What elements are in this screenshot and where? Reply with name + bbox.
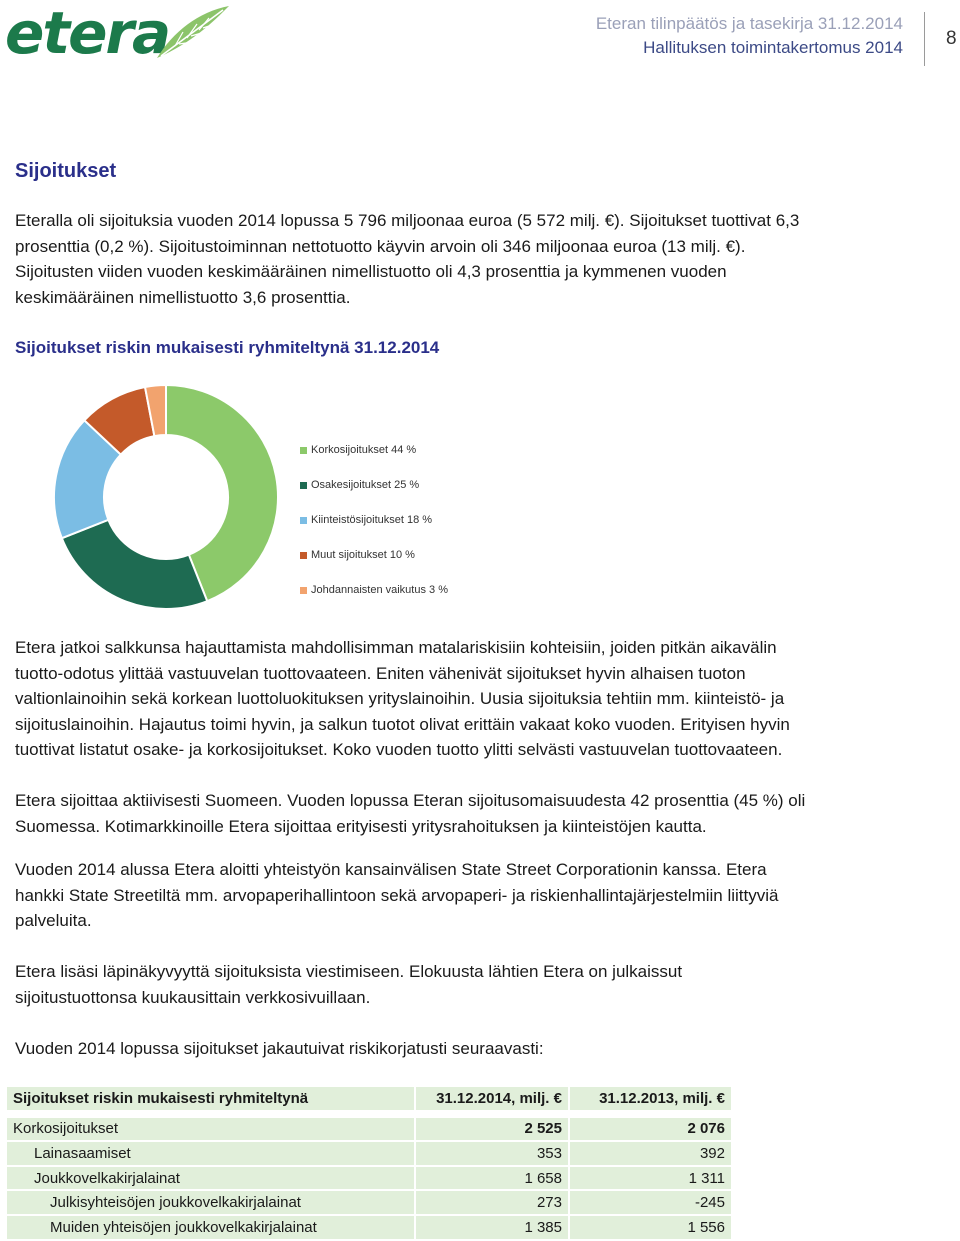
text-line: Etera lisäsi läpinäkyvyyttä sijoituksista viestimiseen. Elokuusta lähtien Etera on julkaissut bbox=[15, 962, 683, 981]
text-line: tuotto-odotus ylittää vastuuvelan tuottovaateen. Eniten vähenivät sijoitukset hyvin alhaisen tuoton bbox=[15, 663, 746, 683]
paragraph-investments-summary bbox=[15, 208, 935, 310]
cell-2014: 273 bbox=[416, 1191, 570, 1216]
donut-svg bbox=[40, 385, 290, 615]
legend-item bbox=[300, 549, 500, 565]
table-row bbox=[7, 1142, 733, 1167]
cell-2013: 1 311 bbox=[570, 1167, 733, 1192]
section-title: Sijoitukset bbox=[15, 160, 117, 182]
cell-2014: 353 bbox=[416, 1142, 570, 1167]
legend-label: Johdannaisten vaikutus 3 % bbox=[311, 584, 448, 596]
column-header: Sijoitukset riskin mukaisesti ryhmiteltynä bbox=[7, 1087, 416, 1112]
text-line: Etera jatkoi salkkunsa hajauttamista mahdollisimman matalariskisiin kohteisiin, joiden pitkän aikavälin bbox=[15, 638, 777, 657]
leaf-icon bbox=[153, 2, 231, 62]
text-line: prosenttia (0,2 %). Sijoitustoiminnan nettotuotto käyvin arvoin oli 346 miljoonaa euroa (13 milj. €). bbox=[15, 236, 746, 256]
text-line: valtionlainoihin sekä korkean luottoluokituksen yrityslainoihin. Uusia sijoituksia tehtiin mm. kiinteistö- ja bbox=[15, 689, 785, 708]
table-row bbox=[7, 1167, 733, 1192]
legend-swatch bbox=[300, 482, 307, 489]
row-label: Julkisyhteisöjen joukkovelkakirjalainat bbox=[7, 1191, 416, 1216]
cell-2014: 1 385 bbox=[416, 1216, 570, 1241]
paragraph-diversification bbox=[15, 635, 935, 763]
legend-item bbox=[300, 514, 500, 530]
legend-label: Kiinteistösijoitukset 18 % bbox=[311, 514, 433, 526]
chart-heading: Sijoitukset riskin mukaisesti ryhmiteltynä 31.12.2014 bbox=[15, 338, 440, 357]
row-label: Muiden yhteisöjen joukkovelkakirjalainat bbox=[7, 1216, 416, 1241]
text-line: sijoituslainoihin. Hajautus toimi hyvin, ja salkun tuotot olivat erittäin vakaat koko vuoden. Erityisen hyvin bbox=[15, 714, 790, 734]
donut-slice-2 bbox=[62, 520, 207, 609]
text-line: Suomessa. Kotimarkkinoille Etera sijoittaa erityisesti yritysrahoituksen ja kiinteistöjen kautta. bbox=[15, 816, 707, 836]
row-label: Lainasaamiset bbox=[7, 1142, 416, 1167]
cell-2014: 2 525 bbox=[416, 1118, 570, 1143]
legend-item bbox=[300, 444, 500, 460]
table-row bbox=[7, 1118, 733, 1143]
allocation-donut-chart bbox=[40, 385, 520, 615]
legend-swatch bbox=[300, 447, 307, 454]
table-row bbox=[7, 1216, 733, 1241]
row-label: Korkosijoitukset bbox=[7, 1118, 416, 1143]
logo-wordmark: etera bbox=[5, 0, 170, 67]
report-title: Eteran tilinpäätös ja tasekirja 31.12.2014 bbox=[595, 14, 903, 33]
row-label: Joukkovelkakirjalainat bbox=[7, 1167, 416, 1192]
cell-2013: 2 076 bbox=[570, 1118, 733, 1143]
text-line: keskimääräinen nimellistuotto 3,6 prosenttia. bbox=[15, 287, 351, 307]
cell-2013: 1 556 bbox=[570, 1216, 733, 1241]
paragraph-finland bbox=[15, 788, 935, 839]
column-header: 31.12.2013, milj. € bbox=[570, 1087, 733, 1112]
header-titles bbox=[596, 12, 903, 60]
table-header-row bbox=[7, 1087, 733, 1112]
legend-item bbox=[300, 584, 500, 600]
legend-label: Osakesijoitukset 25 % bbox=[311, 479, 420, 491]
legend-swatch bbox=[300, 552, 307, 559]
legend-swatch bbox=[300, 517, 307, 524]
text-line: palveluita. bbox=[15, 911, 92, 930]
paragraph-transparency bbox=[15, 959, 935, 1010]
paragraph-table-intro bbox=[15, 1036, 935, 1062]
report-subtitle: Hallituksen toimintakertomus 2014 bbox=[643, 38, 903, 57]
text-line: tuottivat listatut osake- ja korkosijoitukset. Koko vuoden tuotto ylitti selvästi vastuuvelan tuottovaateen. bbox=[15, 740, 783, 759]
cell-2013: -245 bbox=[570, 1191, 733, 1216]
legend-swatch bbox=[300, 587, 307, 594]
risk-allocation-table bbox=[7, 1087, 733, 1241]
header-divider bbox=[924, 12, 925, 66]
text-line: hankki State Streetiltä mm. arvopaperihallintoon sekä arvopaperi- ja riskienhallintajärjestelmiin liittyviä bbox=[15, 885, 779, 905]
text-line: Eteralla oli sijoituksia vuoden 2014 lopussa 5 796 miljoonaa euroa (5 572 milj. €). Sijoitukset tuottivat 6,3 bbox=[15, 211, 800, 230]
table-row bbox=[7, 1191, 733, 1216]
legend-label: Korkosijoitukset 44 % bbox=[311, 444, 417, 456]
legend-label: Muut sijoitukset 10 % bbox=[311, 549, 415, 561]
cell-2014: 1 658 bbox=[416, 1167, 570, 1192]
page-header bbox=[0, 0, 960, 80]
text-line: Vuoden 2014 lopussa sijoitukset jakautuivat riskikorjatusti seuraavasti: bbox=[15, 1039, 544, 1058]
page-number: 8 bbox=[946, 28, 957, 49]
column-header: 31.12.2014, milj. € bbox=[416, 1087, 570, 1112]
text-line: Sijoitusten viiden vuoden keskimääräinen nimellistuotto oli 4,3 prosenttia ja kymmenen vuoden bbox=[15, 262, 727, 281]
text-line: Vuoden 2014 alussa Etera aloitti yhteistyön kansainvälisen State Street Corporationin kanssa. Etera bbox=[15, 860, 767, 879]
text-line: sijoitustuottonsa kuukausittain verkkosivuillaan. bbox=[15, 987, 371, 1007]
cell-2013: 392 bbox=[570, 1142, 733, 1167]
legend-item bbox=[300, 479, 500, 495]
etera-logo bbox=[5, 0, 230, 66]
text-line: Etera sijoittaa aktiivisesti Suomeen. Vuoden lopussa Eteran sijoitusomaisuudesta 42 prosenttia (45 %) oli bbox=[15, 791, 806, 810]
paragraph-state-street bbox=[15, 857, 935, 934]
